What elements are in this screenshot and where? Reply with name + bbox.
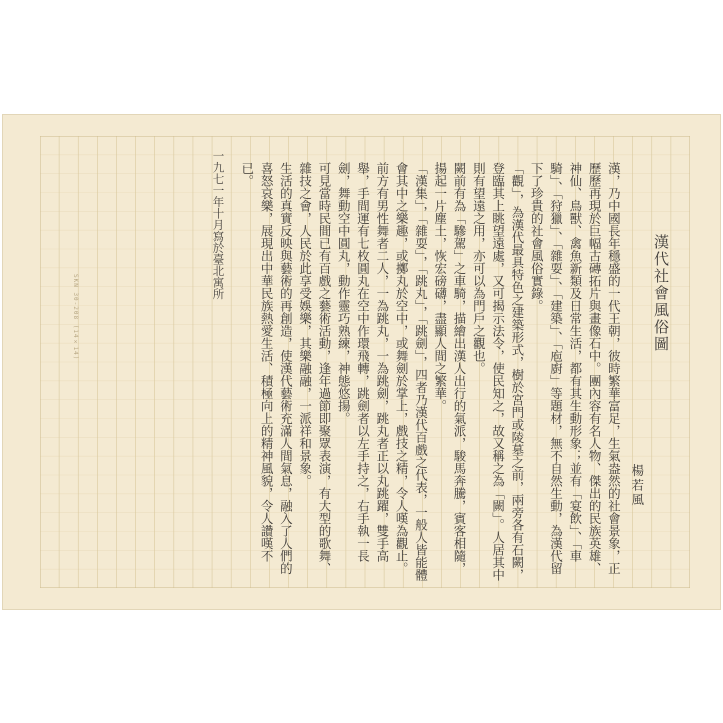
paragraph: 「漢集」，「雜耍」，「跳丸」，「跳劍」，四者乃漢代百戲之代表，一般人皆能體會其中之樂趣，或擲丸於空中，或舞劍於掌上，戲技之精，令人嘆為觀止。 [394, 162, 429, 581]
manuscript-author: 楊若風 [629, 464, 645, 508]
paper-print-mark: SKN 30-208 (14×14) [72, 274, 79, 361]
paragraph: 生活的真實反映與藝術的再創造，使漢代藝術充滿人間氣息，融入了人們的喜怒哀樂，展現出中華民族熱愛生活、積極向上的精神風貌，令人讚嘆不已。 [239, 162, 294, 575]
paragraph: 前方有男性舞者二人，一為跳丸，一為跳劍，跳丸者正以丸跳躍，雙手高舉，手間運有七枚圓丸在空中作環飛轉，跳劍者以左手持之，右手執一長劍，舞動空中圓丸，動作靈巧熟練，神態悠揚。 [336, 162, 390, 562]
manuscript-title: 漢代社會風俗圖 [652, 234, 670, 353]
manuscript-text [50, 144, 670, 584]
paragraph: 闕前有為「驂駕」之車騎，描繪出漢人出行的氣派，駿馬奔騰，賓客相隨，揚起一片塵土，恢宏磅礴，盡顯人間之繁華。 [432, 162, 468, 575]
paragraph: 漢，乃中國長年穩盛的一代王朝，彼時繁華富足，生氣盎然的社會景象，正歷歷再現於巨幅古磚拓片與畫像石中。團內容有名人物、傑出的民族英雄、神仙、鳥獸、禽魚新類及日常生活，都有其生動形象；並有「宴飲」、「車騎」、「狩獵」、「雜耍」、「建築」、「庖廚」等題材，無不自然生動，為漢代留下了珍貴的社會風俗實錄。 [529, 162, 622, 575]
paragraph: 「觀」，為漢代最具特色之建築形式，樹於宮門或陵墓之前，兩旁各有石闕，登臨其上眺望遠處，又可揭示法令，使民知之，故又稱之為「闕」。人居其中則有望遠之用，亦可以為門戶之觀也。 [471, 162, 525, 581]
signature-date: 一九七一年十月寫於臺北寓所 [211, 150, 226, 300]
manuscript-sheet [2, 114, 721, 610]
paragraph: 可見當時民間已有百戲之藝術活動，逢年過節即聚眾表演，有大型的歌舞、雜技之會，人民於此享受娛樂，其樂融融，一派祥和景象。 [297, 162, 332, 575]
